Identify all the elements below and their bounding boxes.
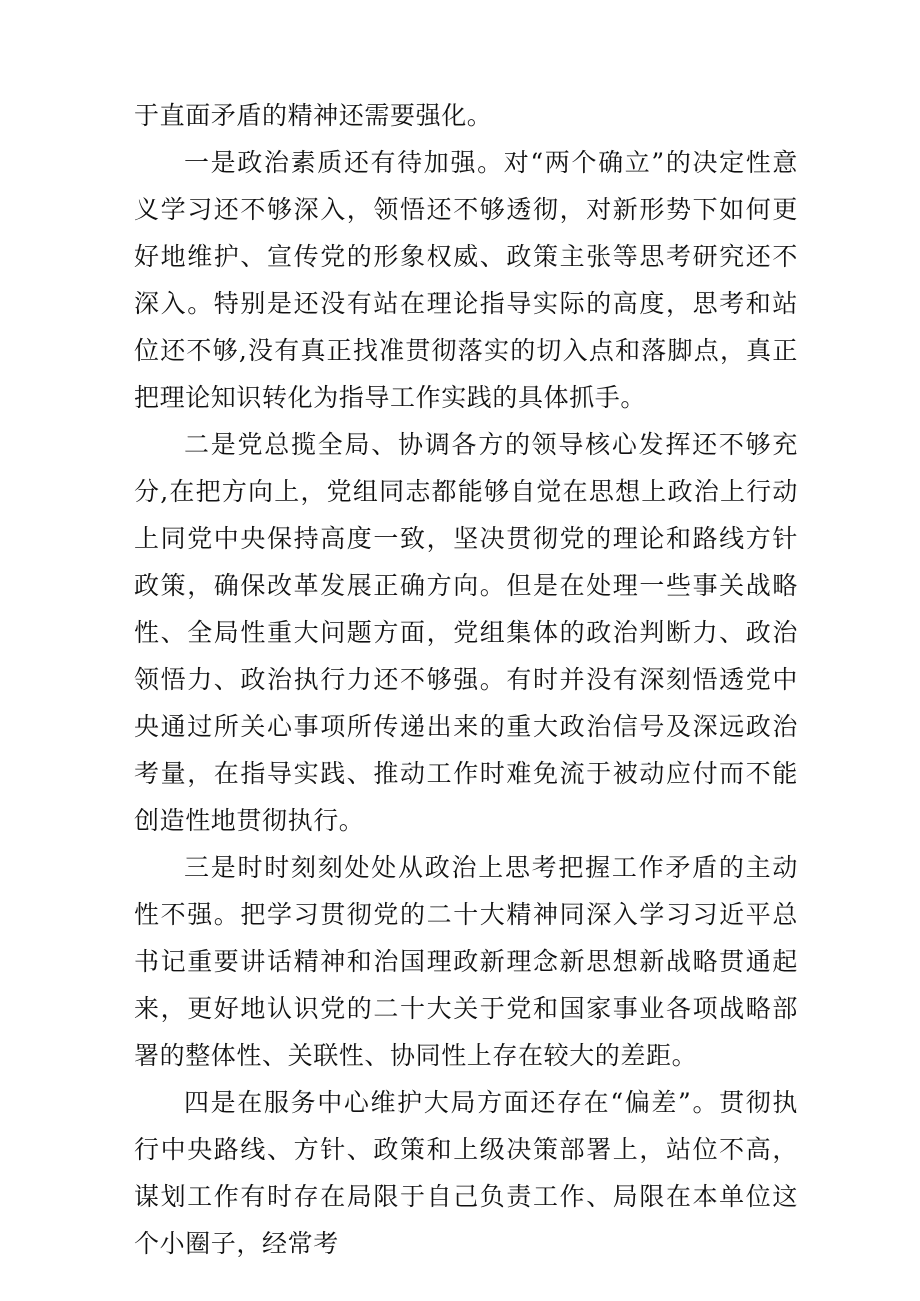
paragraph-point-one: 一是政治素质还有待加强。对“两个确立”的决定性意义学习还不够深入，领悟还不够透彻，对新形势下如何更好地维护、宣传党的形象权威、政策主张等思考研究还不深入。特别是还没有站在理论指导实际的高度，思考和站位还不够,没有真正找准贯彻落实的切入点和落脚点，真正把理论知识转化为指导工作实践的具体抓手。: [134, 148, 798, 412]
paragraph-point-four: 四是在服务中心维护大局方面还存在“偏差”。贯彻执行中央路线、方针、政策和上级决策部署上，站位不高，谋划工作有时存在局限于自己负责工作、局限在本单位这个小圈子，经常考: [134, 1088, 798, 1258]
paragraph-point-three: 三是时时刻刻处处从政治上思考把握工作矛盾的主动性不强。把学习贯彻党的二十大精神同深入学习习近平总书记重要讲话精神和治国理政新理念新思想新战略贯通起来，更好地认识党的二十大关于党和国家事业各项战略部署的整体性、关联性、协同性上存在较大的差距。: [134, 853, 798, 1070]
paragraph-point-two: 二是党总揽全局、协调各方的领导核心发挥还不够充分,在把方向上，党组同志都能够自觉在思想上政治上行动上同党中央保持高度一致，坚决贯彻党的理论和路线方针政策，确保改革发展正确方向。但是在处理一些事关战略性、全局性重大问题方面，党组集体的政治判断力、政治领悟力、政治执行力还不够强。有时并没有深刻悟透党中央通过所关心事项所传递出来的重大政治信号及深远政治考量，在指导实践、推动工作时难免流于被动应付而不能创造性地贯彻执行。: [134, 430, 798, 835]
document-body: [134, 92, 798, 1267]
paragraph-continuation: 于直面矛盾的精神还需要强化。: [134, 101, 493, 130]
